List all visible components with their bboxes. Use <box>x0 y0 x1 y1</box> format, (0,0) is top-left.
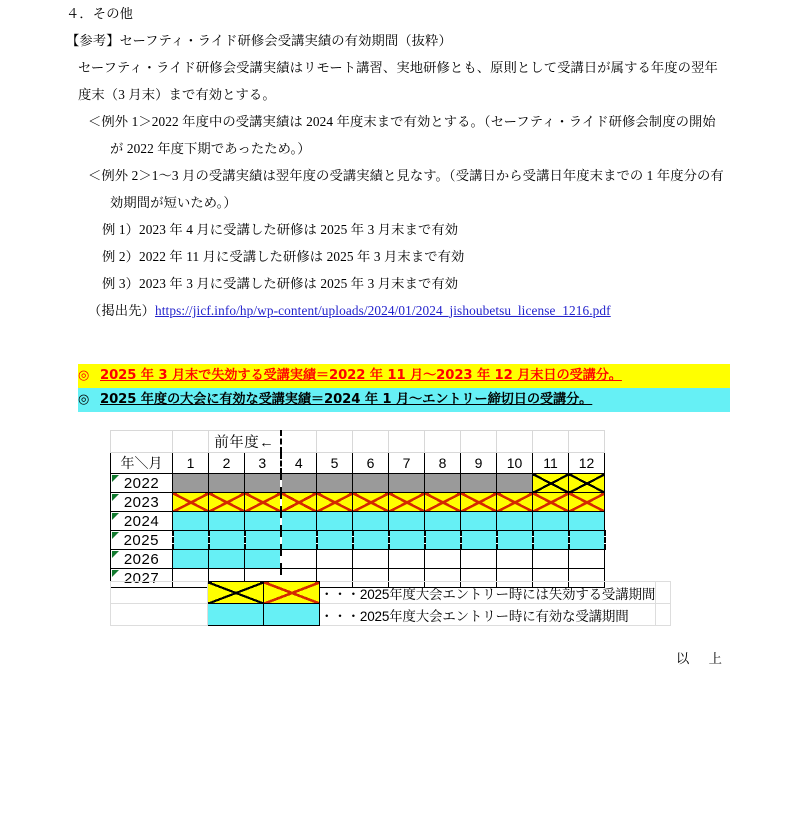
grid-cell-2026-10 <box>497 550 533 569</box>
grid-cell-2023-11 <box>533 493 569 512</box>
grid-spacer-cell <box>281 431 317 453</box>
grid-cell-2022-3 <box>245 474 281 493</box>
grid-cell-2026-7 <box>389 550 425 569</box>
grid-cell-2022-2 <box>209 474 245 493</box>
grid-cell-2022-9 <box>461 474 497 493</box>
grid-cell-2023-9 <box>461 493 497 512</box>
grid-month-header-2: 2 <box>209 453 245 474</box>
grid-row-2023 <box>111 493 605 512</box>
grid-header-label-row <box>111 431 605 453</box>
grid-cell-2025-8 <box>425 531 461 550</box>
grid-cell-2025-2 <box>209 531 245 550</box>
grid-month-header-5: 5 <box>317 453 353 474</box>
grid-cell-2026-8 <box>425 550 461 569</box>
grid-cell-2024-10 <box>497 512 533 531</box>
example-1: 例 1）2023 年 4 月に受講した研修は 2025 年 3 月末まで有効 <box>102 222 459 237</box>
grid-row-2024 <box>111 512 605 531</box>
grid-cell-2025-10 <box>497 531 533 550</box>
validity-table <box>110 430 606 588</box>
exception-2-line-2: 効期間が短いため。） <box>110 195 237 210</box>
callout-valid-text: 2025 年度の大会に有効な受講実績＝2024 年 1 月〜エントリー締切日の受講分。 <box>100 392 593 407</box>
legend-text-1: ・・・2025年度大会エントリー時には失効する受講期間 <box>320 582 656 604</box>
exception-1-line-1: ＜例外 1＞2022 年度中の受講実績は 2024 年度末まで有効とする。（セーフティ・ライド研修会制度の開始 <box>88 114 716 129</box>
grid-cell-2023-3 <box>245 493 281 512</box>
grid-cell-2026-3 <box>245 550 281 569</box>
grid-month-header-6: 6 <box>353 453 389 474</box>
grid-cell-2022-6 <box>353 474 389 493</box>
previous-fiscal-year-label: 前年度← <box>209 431 281 453</box>
grid-cell-2024-1 <box>173 512 209 531</box>
exception-1-line-2: が 2022 年度下期であったため。） <box>110 141 311 156</box>
legend-text-2: ・・・2025年度大会エントリー時に有効な受講期間 <box>320 604 656 626</box>
grid-cell-2026-12 <box>569 550 605 569</box>
grid-spacer-cell <box>569 431 605 453</box>
grid-cell-2023-8 <box>425 493 461 512</box>
grid-cell-2024-9 <box>461 512 497 531</box>
exception-2-line-1: ＜例外 2＞1〜3 月の受講実績は翌年度の受講実績と見なす。（受講日から受講日年度末までの 1 年度分の有 <box>88 168 724 183</box>
legend-spacer <box>111 604 208 626</box>
grid-cell-2023-1 <box>173 493 209 512</box>
grid-month-header-7: 7 <box>389 453 425 474</box>
grid-cell-2024-2 <box>209 512 245 531</box>
grid-cell-2022-11 <box>533 474 569 493</box>
grid-corner-header: 年＼月 <box>111 453 173 474</box>
grid-month-header-4: 4 <box>281 453 317 474</box>
legend-table <box>110 581 671 626</box>
legend-spacer <box>656 582 671 604</box>
grid-cell-2025-1 <box>173 531 209 550</box>
grid-month-header-11: 11 <box>533 453 569 474</box>
grid-cell-2023-2 <box>209 493 245 512</box>
validity-grid <box>110 430 606 588</box>
legend-swatch-2-1 <box>208 604 264 626</box>
grid-cell-2026-2 <box>209 550 245 569</box>
grid-year-label-2023: 2023 <box>111 493 173 512</box>
paragraph-2: 度末（3 月末）まで有効とする。 <box>78 87 276 102</box>
source-label: （掲出先） <box>88 303 155 318</box>
grid-spacer-cell <box>317 431 353 453</box>
section-heading: ４．その他 <box>66 6 133 21</box>
grid-cell-2022-8 <box>425 474 461 493</box>
grid-spacer-cell <box>425 431 461 453</box>
grid-spacer-cell <box>461 431 497 453</box>
grid-cell-2025-7 <box>389 531 425 550</box>
document-footer: 以 上 <box>676 651 725 666</box>
source-line <box>0 297 788 324</box>
grid-cell-2025-11 <box>533 531 569 550</box>
legend-spacer <box>656 604 671 626</box>
legend-row-2 <box>111 604 671 626</box>
grid-cell-2022-5 <box>317 474 353 493</box>
grid-cell-2022-10 <box>497 474 533 493</box>
grid-cell-2022-4 <box>281 474 317 493</box>
grid-cell-2023-6 <box>353 493 389 512</box>
grid-cell-2026-1 <box>173 550 209 569</box>
grid-spacer-cell <box>497 431 533 453</box>
source-link[interactable]: https://jicf.info/hp/wp-content/uploads/2024/01/2024_jishoubetsu_license_1216.pdf <box>154 303 611 318</box>
grid-year-label-2024: 2024 <box>111 512 173 531</box>
grid-row-2022 <box>111 474 605 493</box>
grid-spacer-cell <box>389 431 425 453</box>
grid-cell-2024-8 <box>425 512 461 531</box>
example-3: 例 3）2023 年 3 月に受講した研修は 2025 年 3 月末まで有効 <box>102 276 459 291</box>
grid-cell-2025-3 <box>245 531 281 550</box>
grid-cell-2026-11 <box>533 550 569 569</box>
grid-year-label-2027: 2027 <box>111 569 173 588</box>
callout-bullet-icon: ◎ <box>78 368 90 383</box>
grid-row-2025 <box>111 531 605 550</box>
grid-cell-2024-6 <box>353 512 389 531</box>
grid-cell-2024-5 <box>317 512 353 531</box>
callout-expiring <box>78 364 730 388</box>
grid-month-header-row <box>111 453 605 474</box>
grid-spacer-cell <box>533 431 569 453</box>
callout-block <box>78 364 730 412</box>
grid-cell-2022-12 <box>569 474 605 493</box>
grid-cell-2024-7 <box>389 512 425 531</box>
legend-spacer <box>111 582 208 604</box>
legend-swatch-1-2 <box>264 582 320 604</box>
legend-swatch-2-2 <box>264 604 320 626</box>
callout-valid <box>78 388 730 412</box>
grid-cell-2023-4 <box>281 493 317 512</box>
grid-cell-2024-3 <box>245 512 281 531</box>
grid-cell-2023-7 <box>389 493 425 512</box>
grid-cell-2024-12 <box>569 512 605 531</box>
grid-cell-2023-10 <box>497 493 533 512</box>
legend-swatch-1-1 <box>208 582 264 604</box>
document-body <box>0 0 788 324</box>
grid-cell-2025-12 <box>569 531 605 550</box>
paragraph-1: セーフティ・ライド研修会受講実績はリモート講習、実地研修とも、原則として受講日が属する年度の翌年 <box>78 60 718 75</box>
grid-row-2026 <box>111 550 605 569</box>
grid-year-label-2022: 2022 <box>111 474 173 493</box>
grid-cell-2026-9 <box>461 550 497 569</box>
callout-expiring-text: 2025 年 3 月末で失効する受講実績＝2022 年 11 月〜2023 年 12 月末日の受講分。 <box>100 368 622 383</box>
grid-cell-2026-5 <box>317 550 353 569</box>
grid-cell-2025-5 <box>317 531 353 550</box>
grid-cell-2023-12 <box>569 493 605 512</box>
grid-cell-2022-7 <box>389 474 425 493</box>
grid-month-header-3: 3 <box>245 453 281 474</box>
grid-cell-2026-6 <box>353 550 389 569</box>
grid-cell-2025-6 <box>353 531 389 550</box>
grid-year-label-2025: 2025 <box>111 531 173 550</box>
grid-cell-2024-4 <box>281 512 317 531</box>
example-2: 例 2）2022 年 11 月に受講した研修は 2025 年 3 月末まで有効 <box>102 249 465 264</box>
grid-month-header-9: 9 <box>461 453 497 474</box>
grid-cell-2026-4 <box>281 550 317 569</box>
grid-month-header-1: 1 <box>173 453 209 474</box>
grid-month-header-8: 8 <box>425 453 461 474</box>
grid-spacer-cell <box>353 431 389 453</box>
grid-cell-2024-11 <box>533 512 569 531</box>
grid-cell-2025-9 <box>461 531 497 550</box>
reference-heading: 【参考】セーフティ・ライド研修会受講実績の有効期間（抜粋） <box>66 33 452 48</box>
grid-spacer-cell <box>173 431 209 453</box>
grid-cell-2022-1 <box>173 474 209 493</box>
callout-bullet-icon: ◎ <box>78 392 90 407</box>
grid-cell-2025-4 <box>281 531 317 550</box>
grid-spacer-cell <box>111 431 173 453</box>
grid-year-label-2026: 2026 <box>111 550 173 569</box>
legend-row-1 <box>111 582 671 604</box>
grid-month-header-10: 10 <box>497 453 533 474</box>
grid-legend <box>110 581 671 626</box>
grid-month-header-12: 12 <box>569 453 605 474</box>
grid-cell-2023-5 <box>317 493 353 512</box>
